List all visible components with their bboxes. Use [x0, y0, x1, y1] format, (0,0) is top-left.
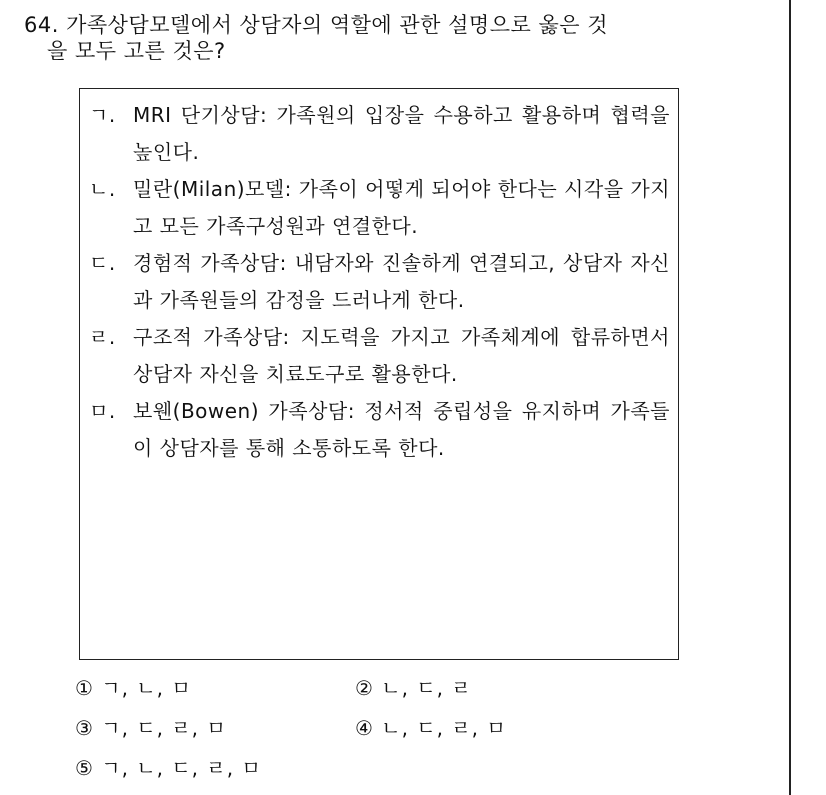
statement-item [80, 171, 678, 245]
statement-text: 밀란(Milan)모델: 가족이 어떻게 되어야 한다는 시각을 가지고 모든 가족구성원과 연결한다. [133, 177, 671, 238]
statement-item [80, 97, 678, 171]
question-text-line1: 64. 가족상담모델에서 상담자의 역할에 관한 설명으로 옳은 것 [24, 13, 608, 37]
question [24, 12, 764, 64]
choice-1[interactable]: ① ㄱ, ㄴ, ㅁ [75, 676, 192, 700]
column-divider [789, 0, 791, 795]
statement-marker: ㄴ. [89, 177, 116, 201]
statement-item [80, 319, 678, 393]
choice-2[interactable]: ② ㄴ, ㄷ, ㄹ [355, 676, 472, 700]
question-text-line2: 을 모두 고른 것은? [47, 39, 226, 63]
choice-4[interactable]: ④ ㄴ, ㄷ, ㄹ, ㅁ [355, 716, 507, 740]
statement-box [79, 88, 679, 660]
statement-text: 보웬(Bowen) 가족상담: 정서적 중립성을 유지하며 가족들이 상담자를 통해 소통하도록 한다. [133, 399, 670, 460]
choice-3[interactable]: ③ ㄱ, ㄷ, ㄹ, ㅁ [75, 716, 227, 740]
statement-marker: ㅁ. [89, 399, 116, 423]
statement-item [80, 393, 678, 467]
statement-marker: ㄹ. [89, 325, 116, 349]
statement-marker: ㄱ. [89, 103, 116, 127]
statement-item [80, 245, 678, 319]
statement-marker: ㄷ. [89, 251, 116, 275]
statement-list [80, 89, 678, 467]
statement-text: 경험적 가족상담: 내담자와 진솔하게 연결되고, 상담자 자신과 가족원들의 감정을 드러나게 한다. [133, 251, 670, 312]
statement-text: MRI 단기상담: 가족원의 입장을 수용하고 활용하며 협력을 높인다. [133, 103, 670, 164]
statement-text: 구조적 가족상담: 지도력을 가지고 가족체계에 합류하면서 상담자 자신을 치료도구로 활용한다. [133, 325, 670, 386]
choice-5[interactable]: ⑤ ㄱ, ㄴ, ㄷ, ㄹ, ㅁ [75, 756, 262, 780]
